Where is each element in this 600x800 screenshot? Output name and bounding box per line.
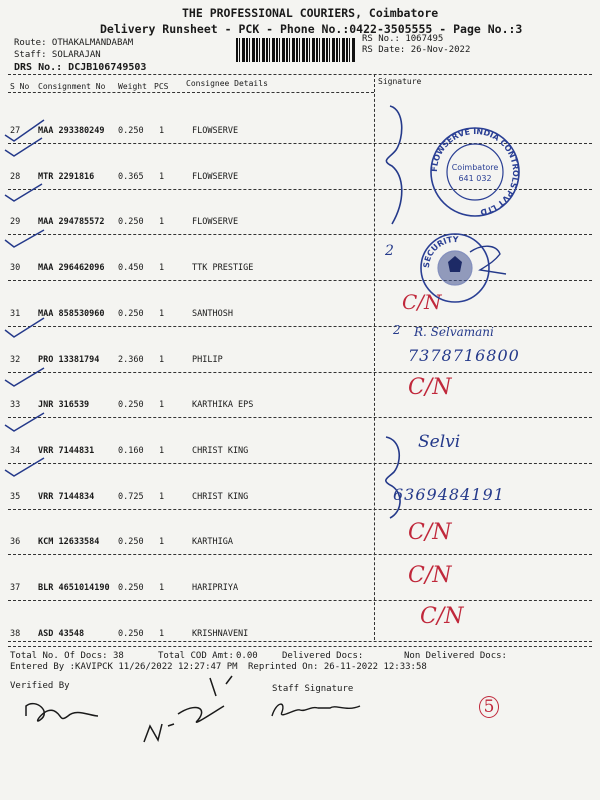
col-consignment: Consignment No	[38, 82, 106, 91]
row-consignment: MAA 296462096	[38, 263, 105, 274]
row-consignment: JNR 316539	[38, 400, 90, 411]
runsheet-title: Delivery Runsheet - PCK - Phone No.:0422-3505555 - Page No.:3	[100, 22, 523, 36]
row-consignee: PHILIP	[192, 354, 223, 365]
row-sno: 36	[10, 537, 21, 548]
row-consignment: MAA 294785572	[38, 217, 105, 228]
row-consignment: MAA 293380249	[38, 126, 105, 136]
handwritten-cn-31: C/N	[402, 290, 442, 314]
handwritten-two-32: 2	[393, 323, 401, 337]
tick-33	[5, 368, 44, 386]
staff-signature-scribble	[144, 676, 232, 742]
col-consignee: Consignee Details	[186, 79, 268, 88]
handwritten-two-30: 2	[385, 243, 394, 259]
row-sno: 37	[10, 583, 21, 593]
row-consignee: KARTHIGA	[192, 537, 233, 548]
row-weight: 0.250	[118, 308, 144, 319]
row-sno: 29	[10, 217, 21, 228]
row-consignee: CHRIST KING	[192, 445, 249, 456]
row-sno: 32	[10, 354, 21, 365]
row-consignee: FLOWSERVE	[192, 171, 239, 182]
tick-27	[5, 120, 44, 141]
reprinted-on: Reprinted On: 26-11-2022 12:33:58	[248, 662, 427, 672]
row-consignment: ASD 43548	[38, 628, 85, 639]
circled-number: 5	[479, 696, 499, 718]
handwritten-phone-35: 6369484191	[393, 485, 505, 504]
total-cod-label: Total COD Amt:	[158, 651, 234, 661]
row-weight: 0.450	[118, 263, 144, 274]
non-delivered-docs: Non Delivered Docs:	[404, 651, 507, 661]
entered-by: Entered By :KAVIPCK 11/26/2022 12:27:47 PM	[10, 662, 238, 672]
company-name: THE PROFESSIONAL COURIERS, Coimbatore	[182, 6, 439, 20]
row-sno: 28	[10, 171, 21, 182]
route-label: Route: OTHAKALMANDABAM	[14, 38, 134, 48]
row-pcs: 1	[159, 354, 165, 365]
security-stamp	[421, 234, 489, 302]
handwritten-cn-37: C/N	[408, 563, 452, 588]
tick-34	[5, 413, 44, 431]
tick-32	[5, 318, 44, 337]
handwritten-sig-34: Selvi	[418, 432, 461, 452]
drs-number: DRS No.: DCJB106749503	[14, 62, 147, 73]
row-pcs: 1	[159, 263, 165, 274]
row-pcs: 1	[159, 126, 165, 136]
row-pcs: 1	[159, 583, 165, 593]
row-consignee: CHRIST KING	[192, 491, 249, 502]
row-consignee: FLOWSERVE	[192, 126, 239, 136]
row-pcs: 1	[159, 171, 165, 182]
row-pcs: 1	[159, 217, 165, 228]
flowserve-stamp	[430, 127, 520, 217]
row-weight: 0.250	[118, 583, 144, 593]
tick-28	[5, 138, 42, 156]
row-weight: 0.725	[118, 491, 144, 502]
row-consignment: VRR 7144834	[38, 491, 95, 502]
row-weight: 0.250	[118, 126, 144, 136]
row-pcs: 1	[159, 491, 165, 502]
flowserve-stamp-city: Coimbatore	[451, 163, 499, 172]
row-consignment: KCM 12633584	[38, 537, 100, 548]
delivered-docs: Delivered Docs:	[282, 651, 364, 661]
row-weight: 0.250	[118, 217, 144, 228]
row-pcs: 1	[159, 400, 165, 411]
row-sno: 34	[10, 445, 21, 456]
row-weight: 0.365	[118, 171, 144, 182]
row-sno: 31	[10, 308, 21, 319]
tick-29	[5, 184, 42, 201]
brace-christ-king	[386, 437, 400, 518]
row-sno: 33	[10, 400, 21, 411]
handwritten-cn-33: C/N	[408, 375, 452, 400]
rs-date: RS Date: 26-Nov-2022	[362, 45, 471, 55]
handwritten-phone-32: 7378716800	[408, 346, 520, 365]
row-sno: 38	[10, 628, 21, 639]
row-consignment: BLR 4651014190	[38, 583, 110, 593]
staff-label: Staff: SOLARAJAN	[14, 50, 101, 60]
row-pcs: 1	[159, 537, 165, 548]
verified-by-signature	[26, 704, 98, 721]
row-pcs: 1	[159, 445, 165, 456]
row-consignee: HARIPRIYA	[192, 583, 239, 593]
col-pcs: PCS	[154, 82, 169, 91]
total-cod-value: 0.00	[236, 651, 258, 661]
row-consignee: KARTHIKA EPS	[192, 400, 254, 411]
row-consignee: KRISHNAVENI	[192, 628, 249, 639]
row-sno: 35	[10, 491, 21, 502]
row-consignee: TTK PRESTIGE	[192, 263, 254, 274]
col-sno: S No	[10, 82, 30, 91]
flowserve-stamp-ring-text: FLOWSERVE INDIA CONTROLS PVT LTD	[429, 126, 521, 217]
flowserve-stamp-pin: 641 032	[458, 174, 492, 183]
row-consignment: MAA 858530960	[38, 308, 105, 319]
row-consignment: VRR 7144831	[38, 445, 95, 456]
verified-by-label: Verified By	[10, 681, 70, 691]
staff-signature-label: Staff Signature	[272, 684, 354, 694]
row-weight: 0.250	[118, 628, 144, 639]
row-weight: 0.160	[118, 445, 144, 456]
handwritten-cn-38: C/N	[420, 604, 464, 629]
row-consignment: MTR 2291816	[38, 171, 95, 182]
col-signature: Signature	[378, 77, 422, 86]
security-stamp-ring-text: SECURITY	[421, 234, 459, 269]
row-weight: 2.360	[118, 354, 144, 365]
row-pcs: 1	[159, 308, 165, 319]
tick-35	[5, 458, 44, 476]
row-tick-marks	[5, 120, 44, 476]
rs-number: RS No.: 1067495	[362, 34, 444, 44]
handwritten-name-32: R. Selvamani	[414, 325, 494, 339]
row-weight: 0.250	[118, 400, 144, 411]
brace-flowserve	[386, 106, 401, 224]
row-sno: 30	[10, 263, 21, 274]
row-consignment: PRO 13381794	[38, 354, 100, 365]
tick-30	[5, 230, 44, 247]
total-docs: Total No. Of Docs: 38	[10, 651, 124, 661]
col-weight: Weight	[118, 82, 147, 91]
row-consignee: SANTHOSH	[192, 308, 233, 319]
row-pcs: 1	[159, 628, 165, 639]
row-consignee: FLOWSERVE	[192, 217, 239, 228]
handwritten-cn-36: C/N	[408, 520, 452, 545]
row-weight: 0.250	[118, 537, 144, 548]
row-sno: 27	[10, 126, 21, 136]
staff-signature	[272, 704, 360, 716]
